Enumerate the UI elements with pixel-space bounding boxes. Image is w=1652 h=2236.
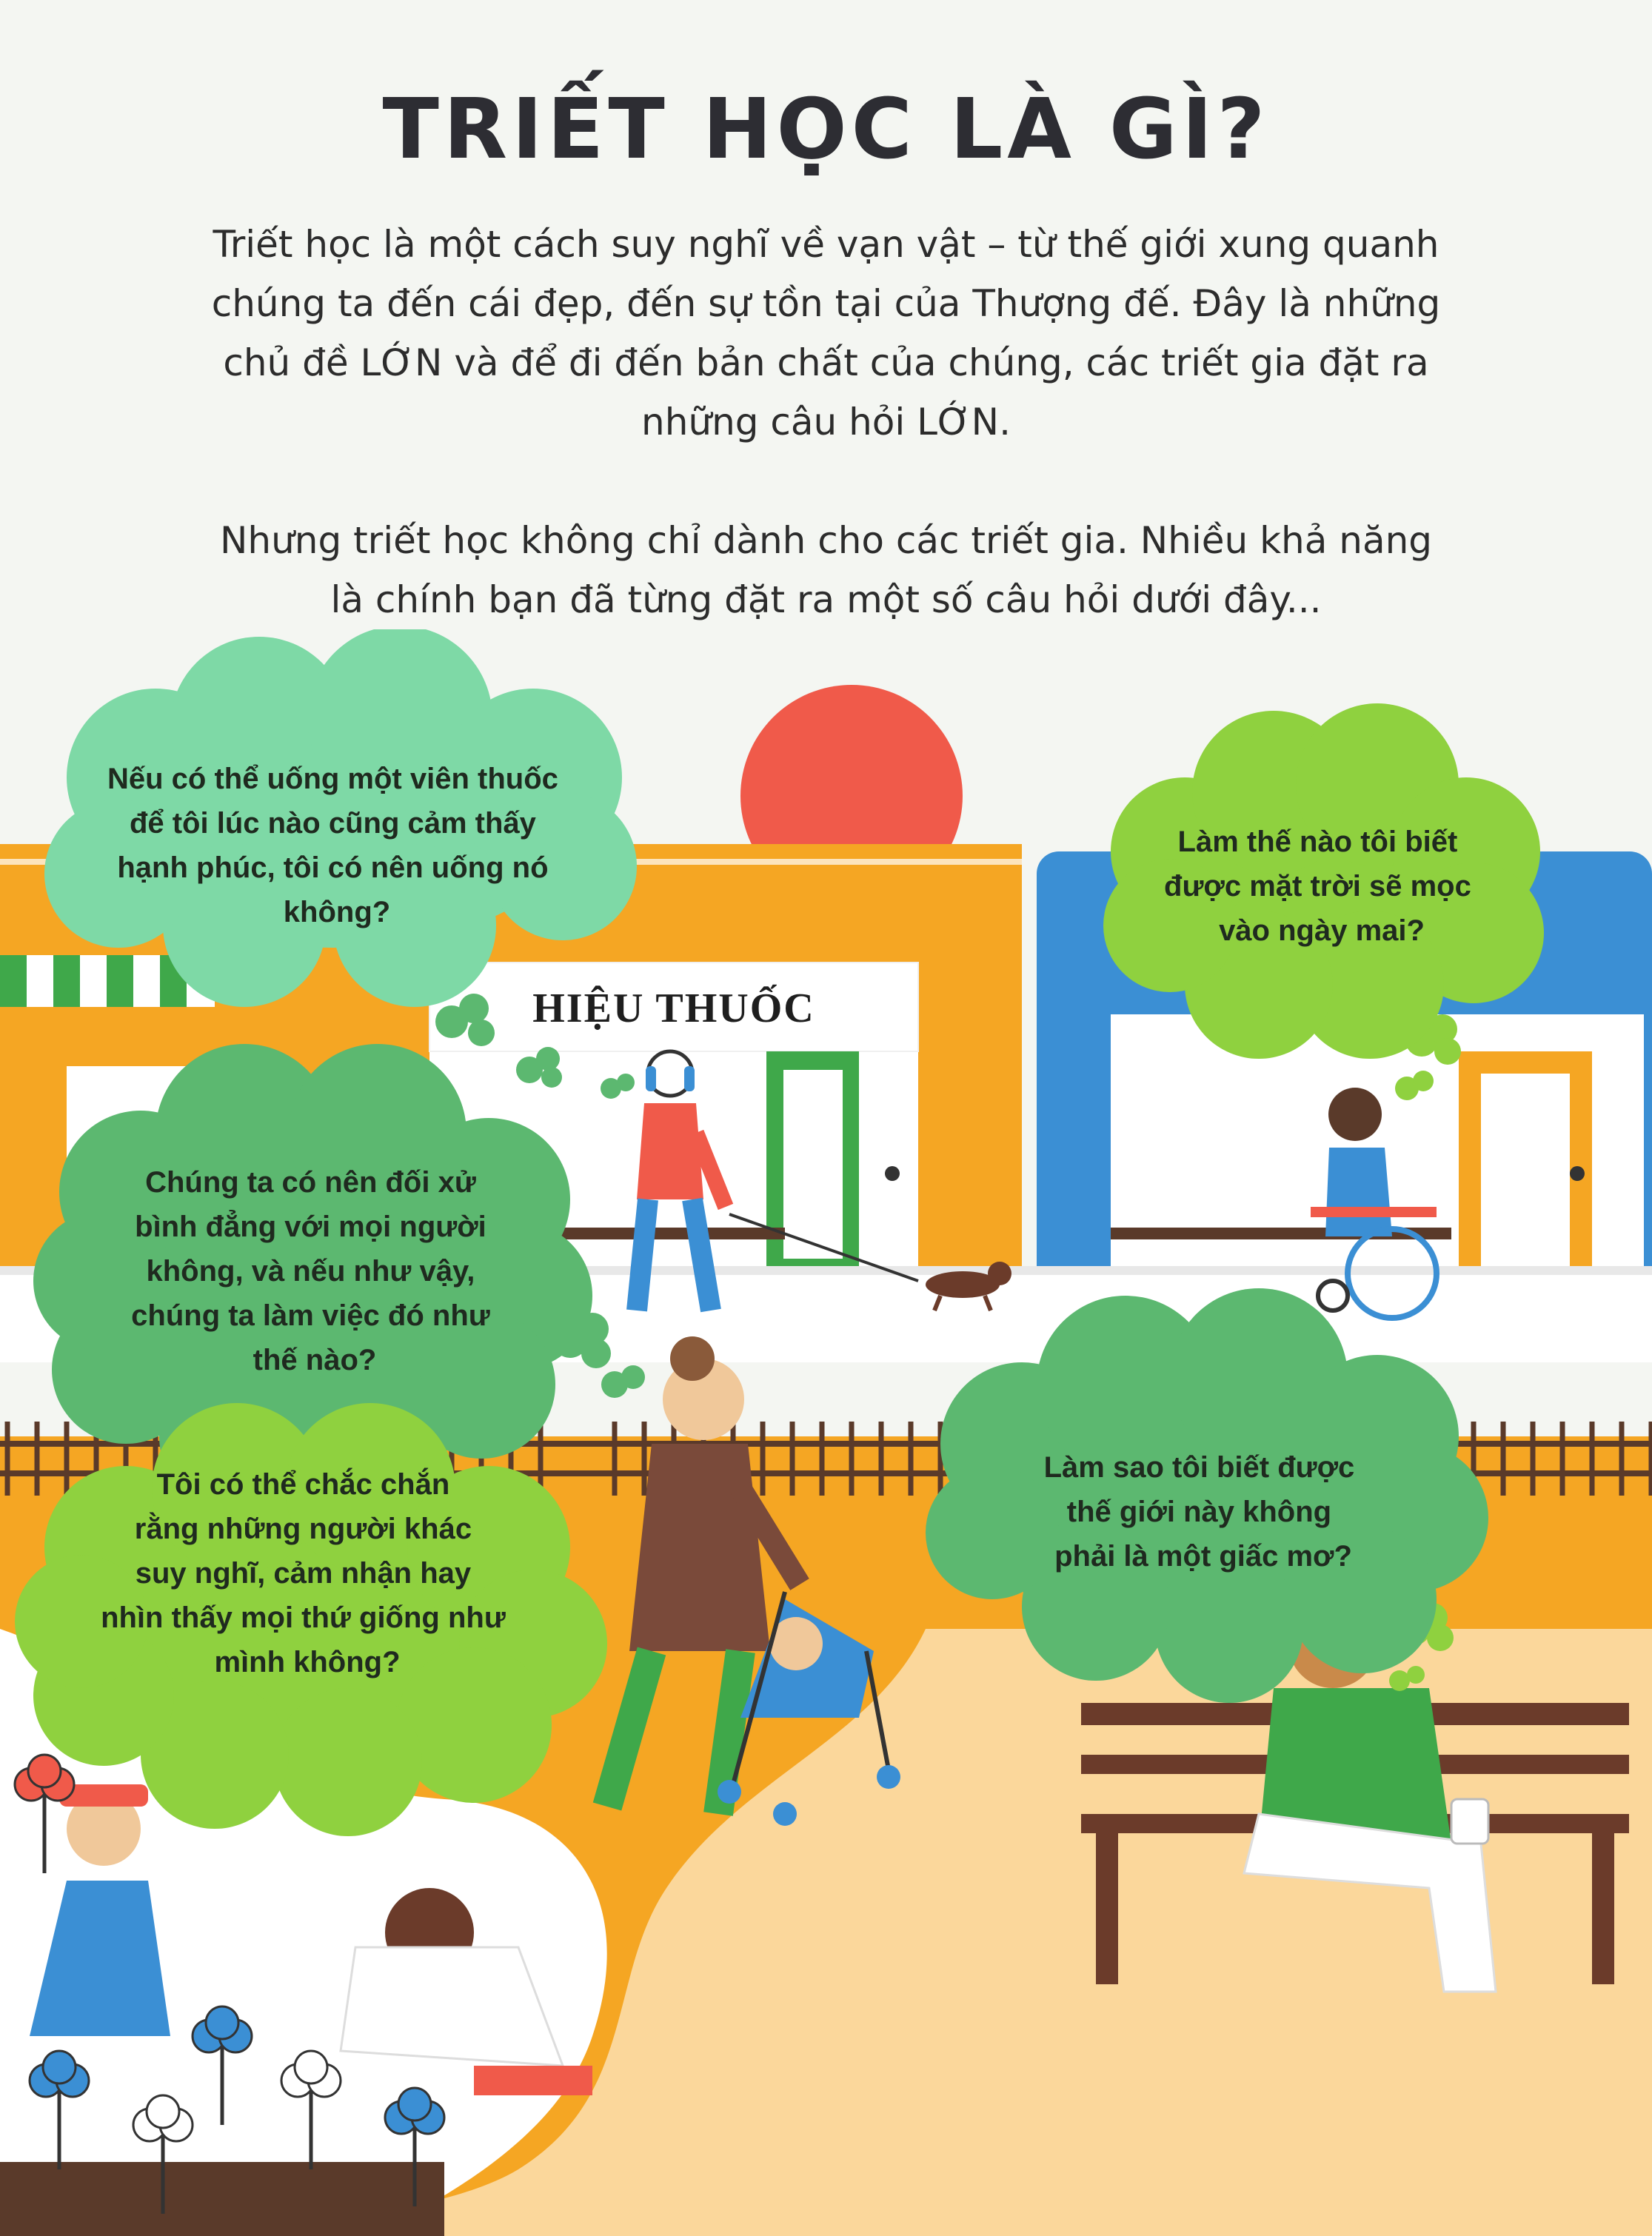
intro-line: là chính bạn đã từng đặt ra một số câu hỏi dưới đây... bbox=[330, 578, 1322, 621]
bubble-line: nhìn thấy mọi thứ giống như bbox=[101, 1601, 506, 1634]
flower-petal bbox=[398, 2088, 431, 2120]
page-title: TRIẾT HỌC LÀ GÌ? bbox=[382, 81, 1270, 178]
intro-paragraph-1 bbox=[111, 215, 1541, 452]
intro-line: Nhưng triết học không chỉ dành cho các triết gia. Nhiều khả năng bbox=[219, 519, 1433, 562]
intro-line: Triết học là một cách suy nghĩ về vạn vật – từ thế giới xung quanh bbox=[213, 223, 1439, 266]
blue-building-door bbox=[1481, 1074, 1570, 1273]
bubble-line: Nếu có thể uống một viên thuốc bbox=[107, 763, 558, 795]
bubble-line: Chúng ta có nên đối xử bbox=[145, 1166, 476, 1199]
bubble-line: mình không? bbox=[214, 1646, 401, 1678]
intro-line: chủ đề LỚN và để đi đến bản chất của chúng, các triết gia đặt ra bbox=[223, 341, 1429, 384]
bubble-line: hạnh phúc, tôi có nên uống nó bbox=[117, 851, 549, 884]
bubble-line: chúng ta làm việc đó như bbox=[131, 1299, 490, 1332]
intro-line: chúng ta đến cái đẹp, đến sự tồn tại của Thượng đế. Đây là những bbox=[211, 282, 1441, 325]
door-knob bbox=[1570, 1166, 1585, 1181]
flower-petal bbox=[147, 2095, 179, 2128]
bubble-line: để tôi lúc nào cũng cảm thấy bbox=[129, 807, 536, 840]
window-ledge bbox=[548, 1228, 785, 1239]
bubble-line: rằng những người khác bbox=[134, 1513, 472, 1545]
pharmacy-door bbox=[783, 1070, 843, 1259]
intro-line: những câu hỏi LỚN. bbox=[641, 401, 1011, 443]
bubble-line: không? bbox=[283, 896, 391, 928]
bubble-line: vào ngày mai? bbox=[1219, 914, 1425, 947]
street-scene-illustration bbox=[0, 629, 1652, 2236]
bubble-line: không, và nếu như vậy, bbox=[146, 1255, 475, 1288]
intro-paragraph-2 bbox=[111, 511, 1541, 629]
bubble-line: suy nghĩ, cảm nhận hay bbox=[135, 1557, 472, 1590]
door-knob bbox=[885, 1166, 900, 1181]
bubble-line: Tôi có thể chắc chắn bbox=[156, 1468, 450, 1501]
flower-petal bbox=[206, 2006, 238, 2039]
bubble-line: Làm thế nào tôi biết bbox=[1177, 826, 1458, 858]
bubble-line: Làm sao tôi biết được bbox=[1043, 1451, 1355, 1484]
bubble-line: phải là một giấc mơ? bbox=[1054, 1540, 1352, 1573]
bubble-text-dream bbox=[1044, 1451, 1363, 1573]
pharmacy-sign: HIỆU THUỐC bbox=[532, 985, 815, 1031]
bubble-line: thế nào? bbox=[253, 1344, 377, 1376]
flower-petal bbox=[295, 2051, 327, 2083]
bubble-line: thế giới này không bbox=[1066, 1496, 1332, 1528]
bubble-line: được mặt trời sẽ mọc bbox=[1164, 870, 1471, 903]
flower-petal bbox=[43, 2051, 76, 2083]
bubble-line: bình đẳng với mọi người bbox=[135, 1211, 486, 1243]
flower-petal bbox=[28, 1755, 61, 1787]
